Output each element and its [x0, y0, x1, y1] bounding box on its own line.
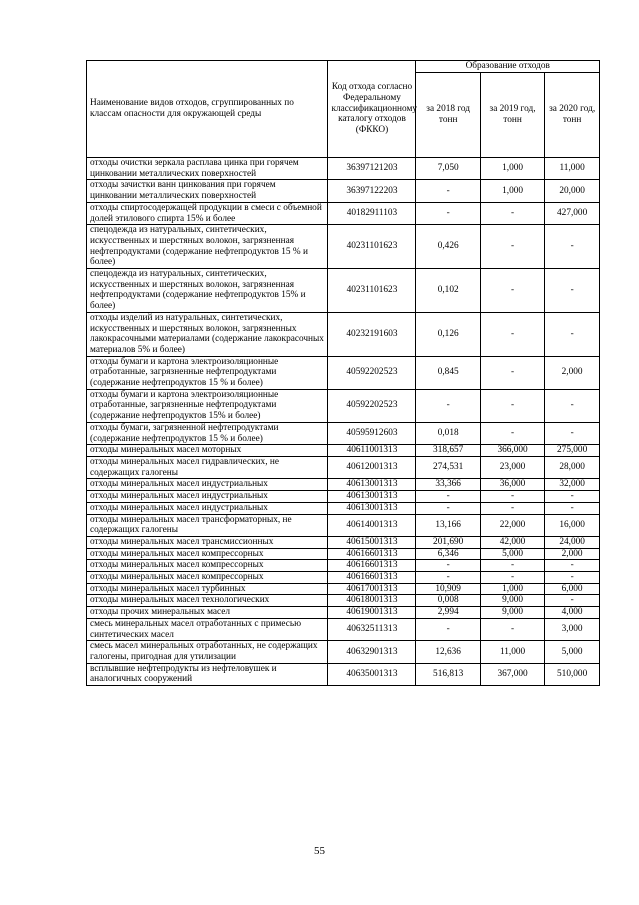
row-name: смесь масел минеральных отработанных, не содержащих галогены, пригодная для утилизации: [87, 641, 328, 663]
row-code: 40613001313: [328, 491, 416, 503]
table-row: [87, 422, 600, 444]
row-code: 36397121203: [328, 158, 416, 180]
row-2020: 16,000: [545, 514, 600, 536]
row-name: отходы зачистки ванн цинкования при горячем цинковании металлических поверхностей: [87, 180, 328, 202]
row-2019: 366,000: [480, 445, 544, 457]
table-row: [87, 502, 600, 514]
row-code: 36397122203: [328, 180, 416, 202]
row-2019: 11,000: [480, 641, 544, 663]
row-2018: -: [416, 180, 480, 202]
row-2018: 318,657: [416, 445, 480, 457]
row-2020: 2,000: [545, 548, 600, 560]
row-2020: 2,000: [545, 356, 600, 389]
row-2018: 516,813: [416, 663, 480, 685]
row-2019: 9,000: [480, 607, 544, 619]
row-2018: 2,994: [416, 607, 480, 619]
row-2020: 510,000: [545, 663, 600, 685]
row-2018: 0,126: [416, 312, 480, 356]
table-row: [87, 479, 600, 491]
row-2018: -: [416, 491, 480, 503]
row-name: отходы бумаги и картона электроизоляционные отработанные, загрязненные нефтепродуктами (содержание нефтепродуктов 15 % и более): [87, 356, 328, 389]
row-name: отходы минеральных масел компрессорных: [87, 548, 328, 560]
header-2020: за 2020 год, тонн: [545, 73, 600, 158]
row-code: 40615001313: [328, 536, 416, 548]
table-row: [87, 445, 600, 457]
row-code: 40632511313: [328, 618, 416, 640]
header-group: Образование отходов: [416, 61, 600, 73]
row-2019: -: [480, 560, 544, 572]
row-code: 40616601313: [328, 560, 416, 572]
table-row: [87, 158, 600, 180]
row-2020: -: [545, 389, 600, 422]
table-row: [87, 572, 600, 584]
table-row: [87, 583, 600, 595]
row-code: 40616601313: [328, 572, 416, 584]
row-2019: 5,000: [480, 548, 544, 560]
row-name: отходы минеральных масел технологических: [87, 595, 328, 607]
row-2019: -: [480, 389, 544, 422]
row-2018: 13,166: [416, 514, 480, 536]
row-2019: 36,000: [480, 479, 544, 491]
row-2020: 275,000: [545, 445, 600, 457]
table-row: [87, 180, 600, 202]
row-2020: -: [545, 225, 600, 269]
row-2020: -: [545, 422, 600, 444]
row-2019: -: [480, 618, 544, 640]
row-2019: 1,000: [480, 180, 544, 202]
row-2020: 427,000: [545, 202, 600, 224]
row-2018: -: [416, 389, 480, 422]
table-row: [87, 202, 600, 224]
row-2018: -: [416, 502, 480, 514]
table-row: [87, 560, 600, 572]
row-2019: 42,000: [480, 536, 544, 548]
row-name: отходы минеральных масел трансмиссионных: [87, 536, 328, 548]
row-code: 40611001313: [328, 445, 416, 457]
waste-table: [86, 60, 600, 686]
row-2019: -: [480, 572, 544, 584]
row-name: всплывшие нефтепродукты из нефтеловушек и аналогичных сооружений: [87, 663, 328, 685]
page-number: 55: [314, 845, 325, 857]
row-2020: -: [545, 595, 600, 607]
row-2019: -: [480, 356, 544, 389]
row-2019: -: [480, 269, 544, 313]
table-row: [87, 456, 600, 478]
row-name: отходы очистки зеркала расплава цинка при горячем цинковании металлических поверхностей: [87, 158, 328, 180]
row-name: отходы бумаги, загрязненной нефтепродуктами (содержание нефтепродуктов 15 % и более): [87, 422, 328, 444]
row-2018: 10,909: [416, 583, 480, 595]
row-2018: 6,346: [416, 548, 480, 560]
row-2020: -: [545, 269, 600, 313]
table-row: [87, 269, 600, 313]
header-name: Наименование видов отходов, сгруппированных по классам опасности для окружающей среды: [87, 61, 328, 158]
row-2019: -: [480, 202, 544, 224]
row-2020: 4,000: [545, 607, 600, 619]
row-2018: 0,018: [416, 422, 480, 444]
row-2020: -: [545, 560, 600, 572]
table-row: [87, 312, 600, 356]
header-2019: за 2019 год, тонн: [480, 73, 544, 158]
row-2019: -: [480, 312, 544, 356]
row-code: 40613001313: [328, 479, 416, 491]
row-2018: 0,845: [416, 356, 480, 389]
row-name: отходы минеральных масел компрессорных: [87, 560, 328, 572]
table-row: [87, 595, 600, 607]
header-2018: за 2018 год тонн: [416, 73, 480, 158]
table-row: [87, 663, 600, 685]
row-2018: 0,102: [416, 269, 480, 313]
row-name: отходы бумаги и картона электроизоляционные отработанные, загрязненные нефтепродуктами (содержание нефтепродуктов 15% и более): [87, 389, 328, 422]
row-2020: 32,000: [545, 479, 600, 491]
row-name: отходы минеральных масел моторных: [87, 445, 328, 457]
table-row: [87, 548, 600, 560]
row-code: 40182911103: [328, 202, 416, 224]
row-code: 40231101623: [328, 269, 416, 313]
table-row: [87, 514, 600, 536]
row-code: 40612001313: [328, 456, 416, 478]
row-code: 40595912603: [328, 422, 416, 444]
row-code: 40635001313: [328, 663, 416, 685]
row-2018: -: [416, 572, 480, 584]
row-2019: -: [480, 491, 544, 503]
row-2018: 0,426: [416, 225, 480, 269]
table-row: [87, 389, 600, 422]
row-name: спецодежда из натуральных, синтетических, искусственных и шерстяных волокон, загрязненная нефтепродуктами (содержание нефтепродуктов 15% и более): [87, 269, 328, 313]
row-code: 40632901313: [328, 641, 416, 663]
row-name: отходы изделий из натуральных, синтетических, искусственных и шерстяных волокон, загрязненных лакокрасочными материалами (содержание лакокрасочных материалов 5% и более): [87, 312, 328, 356]
row-name: спецодежда из натуральных, синтетических, искусственных и шерстяных волокон, загрязненная нефтепродуктами (содержание нефтепродуктов 15 % и более): [87, 225, 328, 269]
row-code: 40619001313: [328, 607, 416, 619]
row-2020: 11,000: [545, 158, 600, 180]
row-2018: 274,531: [416, 456, 480, 478]
row-2019: -: [480, 225, 544, 269]
row-name: отходы минеральных масел индустриальных: [87, 479, 328, 491]
table-header: [87, 61, 600, 158]
row-2019: 9,000: [480, 595, 544, 607]
row-2018: -: [416, 560, 480, 572]
row-name: отходы минеральных масел индустриальных: [87, 491, 328, 503]
row-code: 40232191603: [328, 312, 416, 356]
row-2019: 22,000: [480, 514, 544, 536]
row-2020: -: [545, 312, 600, 356]
table-row: [87, 618, 600, 640]
row-2018: 7,050: [416, 158, 480, 180]
row-code: 40592202523: [328, 356, 416, 389]
row-2019: -: [480, 502, 544, 514]
row-code: 40617001313: [328, 583, 416, 595]
row-2020: 28,000: [545, 456, 600, 478]
table-row: [87, 225, 600, 269]
row-2020: 20,000: [545, 180, 600, 202]
table-row: [87, 536, 600, 548]
row-2020: -: [545, 502, 600, 514]
row-2020: 24,000: [545, 536, 600, 548]
row-name: отходы минеральных масел турбинных: [87, 583, 328, 595]
row-2019: -: [480, 422, 544, 444]
row-code: 40618001313: [328, 595, 416, 607]
row-2018: 0,008: [416, 595, 480, 607]
row-code: 40613001313: [328, 502, 416, 514]
row-2019: 367,000: [480, 663, 544, 685]
row-name: отходы минеральных масел компрессорных: [87, 572, 328, 584]
row-2019: 1,000: [480, 158, 544, 180]
row-2018: -: [416, 202, 480, 224]
row-2019: 23,000: [480, 456, 544, 478]
row-2020: 6,000: [545, 583, 600, 595]
row-2018: -: [416, 618, 480, 640]
row-2020: 3,000: [545, 618, 600, 640]
row-code: 40231101623: [328, 225, 416, 269]
row-2020: 5,000: [545, 641, 600, 663]
table-row: [87, 491, 600, 503]
table-row: [87, 607, 600, 619]
row-2020: -: [545, 491, 600, 503]
table-body: [87, 158, 600, 686]
row-2018: 12,636: [416, 641, 480, 663]
row-name: отходы минеральных масел гидравлических, не содержащих галогены: [87, 456, 328, 478]
row-code: 40592202523: [328, 389, 416, 422]
table-row: [87, 641, 600, 663]
row-name: смесь минеральных масел отработанных с примесью синтетических масел: [87, 618, 328, 640]
row-2019: 1,000: [480, 583, 544, 595]
row-name: отходы минеральных масел индустриальных: [87, 502, 328, 514]
row-name: отходы спиртосодержащей продукции в смеси с объемной долей этилового спирта 15% и более: [87, 202, 328, 224]
row-name: отходы прочих минеральных масел: [87, 607, 328, 619]
row-2018: 33,366: [416, 479, 480, 491]
table-row: [87, 356, 600, 389]
row-code: 40614001313: [328, 514, 416, 536]
row-2020: -: [545, 572, 600, 584]
row-name: отходы минеральных масел трансформаторных, не содержащих галогены: [87, 514, 328, 536]
header-code: Код отхода согласно Федеральному классификационному каталогу отходов (ФККО): [328, 61, 416, 158]
row-code: 40616601313: [328, 548, 416, 560]
row-2018: 201,690: [416, 536, 480, 548]
